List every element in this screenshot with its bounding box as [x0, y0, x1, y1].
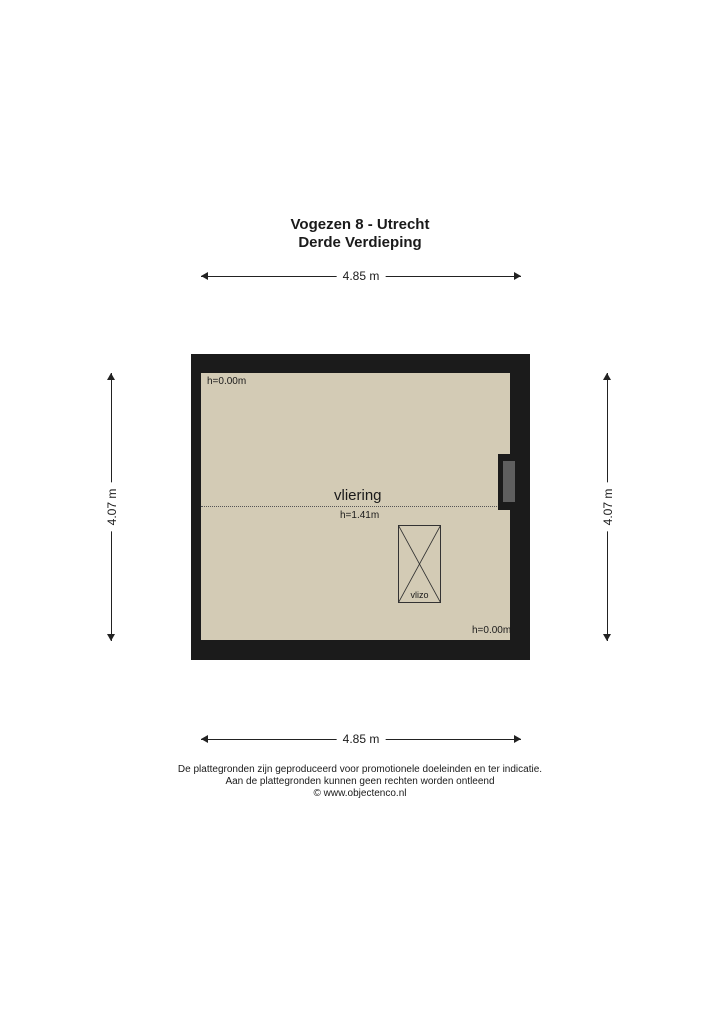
dimension-label: 4.07 m	[600, 483, 616, 532]
dimension-height-left	[104, 373, 120, 641]
floor-name: Derde Verdieping	[298, 234, 422, 251]
arrow-down-icon	[603, 634, 611, 641]
arrow-down-icon	[107, 634, 115, 641]
room-vliering	[201, 373, 510, 640]
title-block	[0, 216, 720, 252]
arrow-up-icon	[603, 373, 611, 380]
attic-hatch-icon	[398, 525, 441, 603]
dimension-label: 4.85 m	[337, 731, 386, 747]
chimney-flue	[503, 461, 515, 502]
arrow-left-icon	[201, 735, 208, 743]
room-name: vliering	[334, 487, 382, 504]
dimension-width-top	[201, 268, 521, 284]
height-line	[201, 506, 501, 507]
arrow-right-icon	[514, 735, 521, 743]
arrow-left-icon	[201, 272, 208, 280]
disclaimer-line-2: Aan de plattegronden kunnen geen rechten worden ontleend	[225, 776, 495, 787]
arrow-right-icon	[514, 272, 521, 280]
floorplan	[191, 354, 530, 660]
arrow-up-icon	[107, 373, 115, 380]
chimney-icon	[498, 454, 520, 510]
dimension-label: 4.07 m	[104, 483, 120, 532]
disclaimer-line-1: De plattegronden zijn geproduceerd voor promotionele doeleinden en ter indicatie.	[177, 764, 543, 775]
disclaimer	[0, 764, 720, 800]
page-title: Vogezen 8 - Utrecht	[290, 216, 430, 233]
room-height-bottom-right: h=0.00m	[472, 625, 512, 636]
dimension-height-right	[600, 373, 616, 641]
dimension-label: 4.85 m	[337, 268, 386, 284]
dimension-width-bottom	[201, 731, 521, 747]
room-height-top-left: h=0.00m	[207, 376, 247, 387]
hatch-label: vlizo	[410, 590, 429, 600]
copyright-link[interactable]: © www.objectenco.nl	[313, 788, 407, 799]
room-height-center: h=1.41m	[340, 510, 380, 521]
